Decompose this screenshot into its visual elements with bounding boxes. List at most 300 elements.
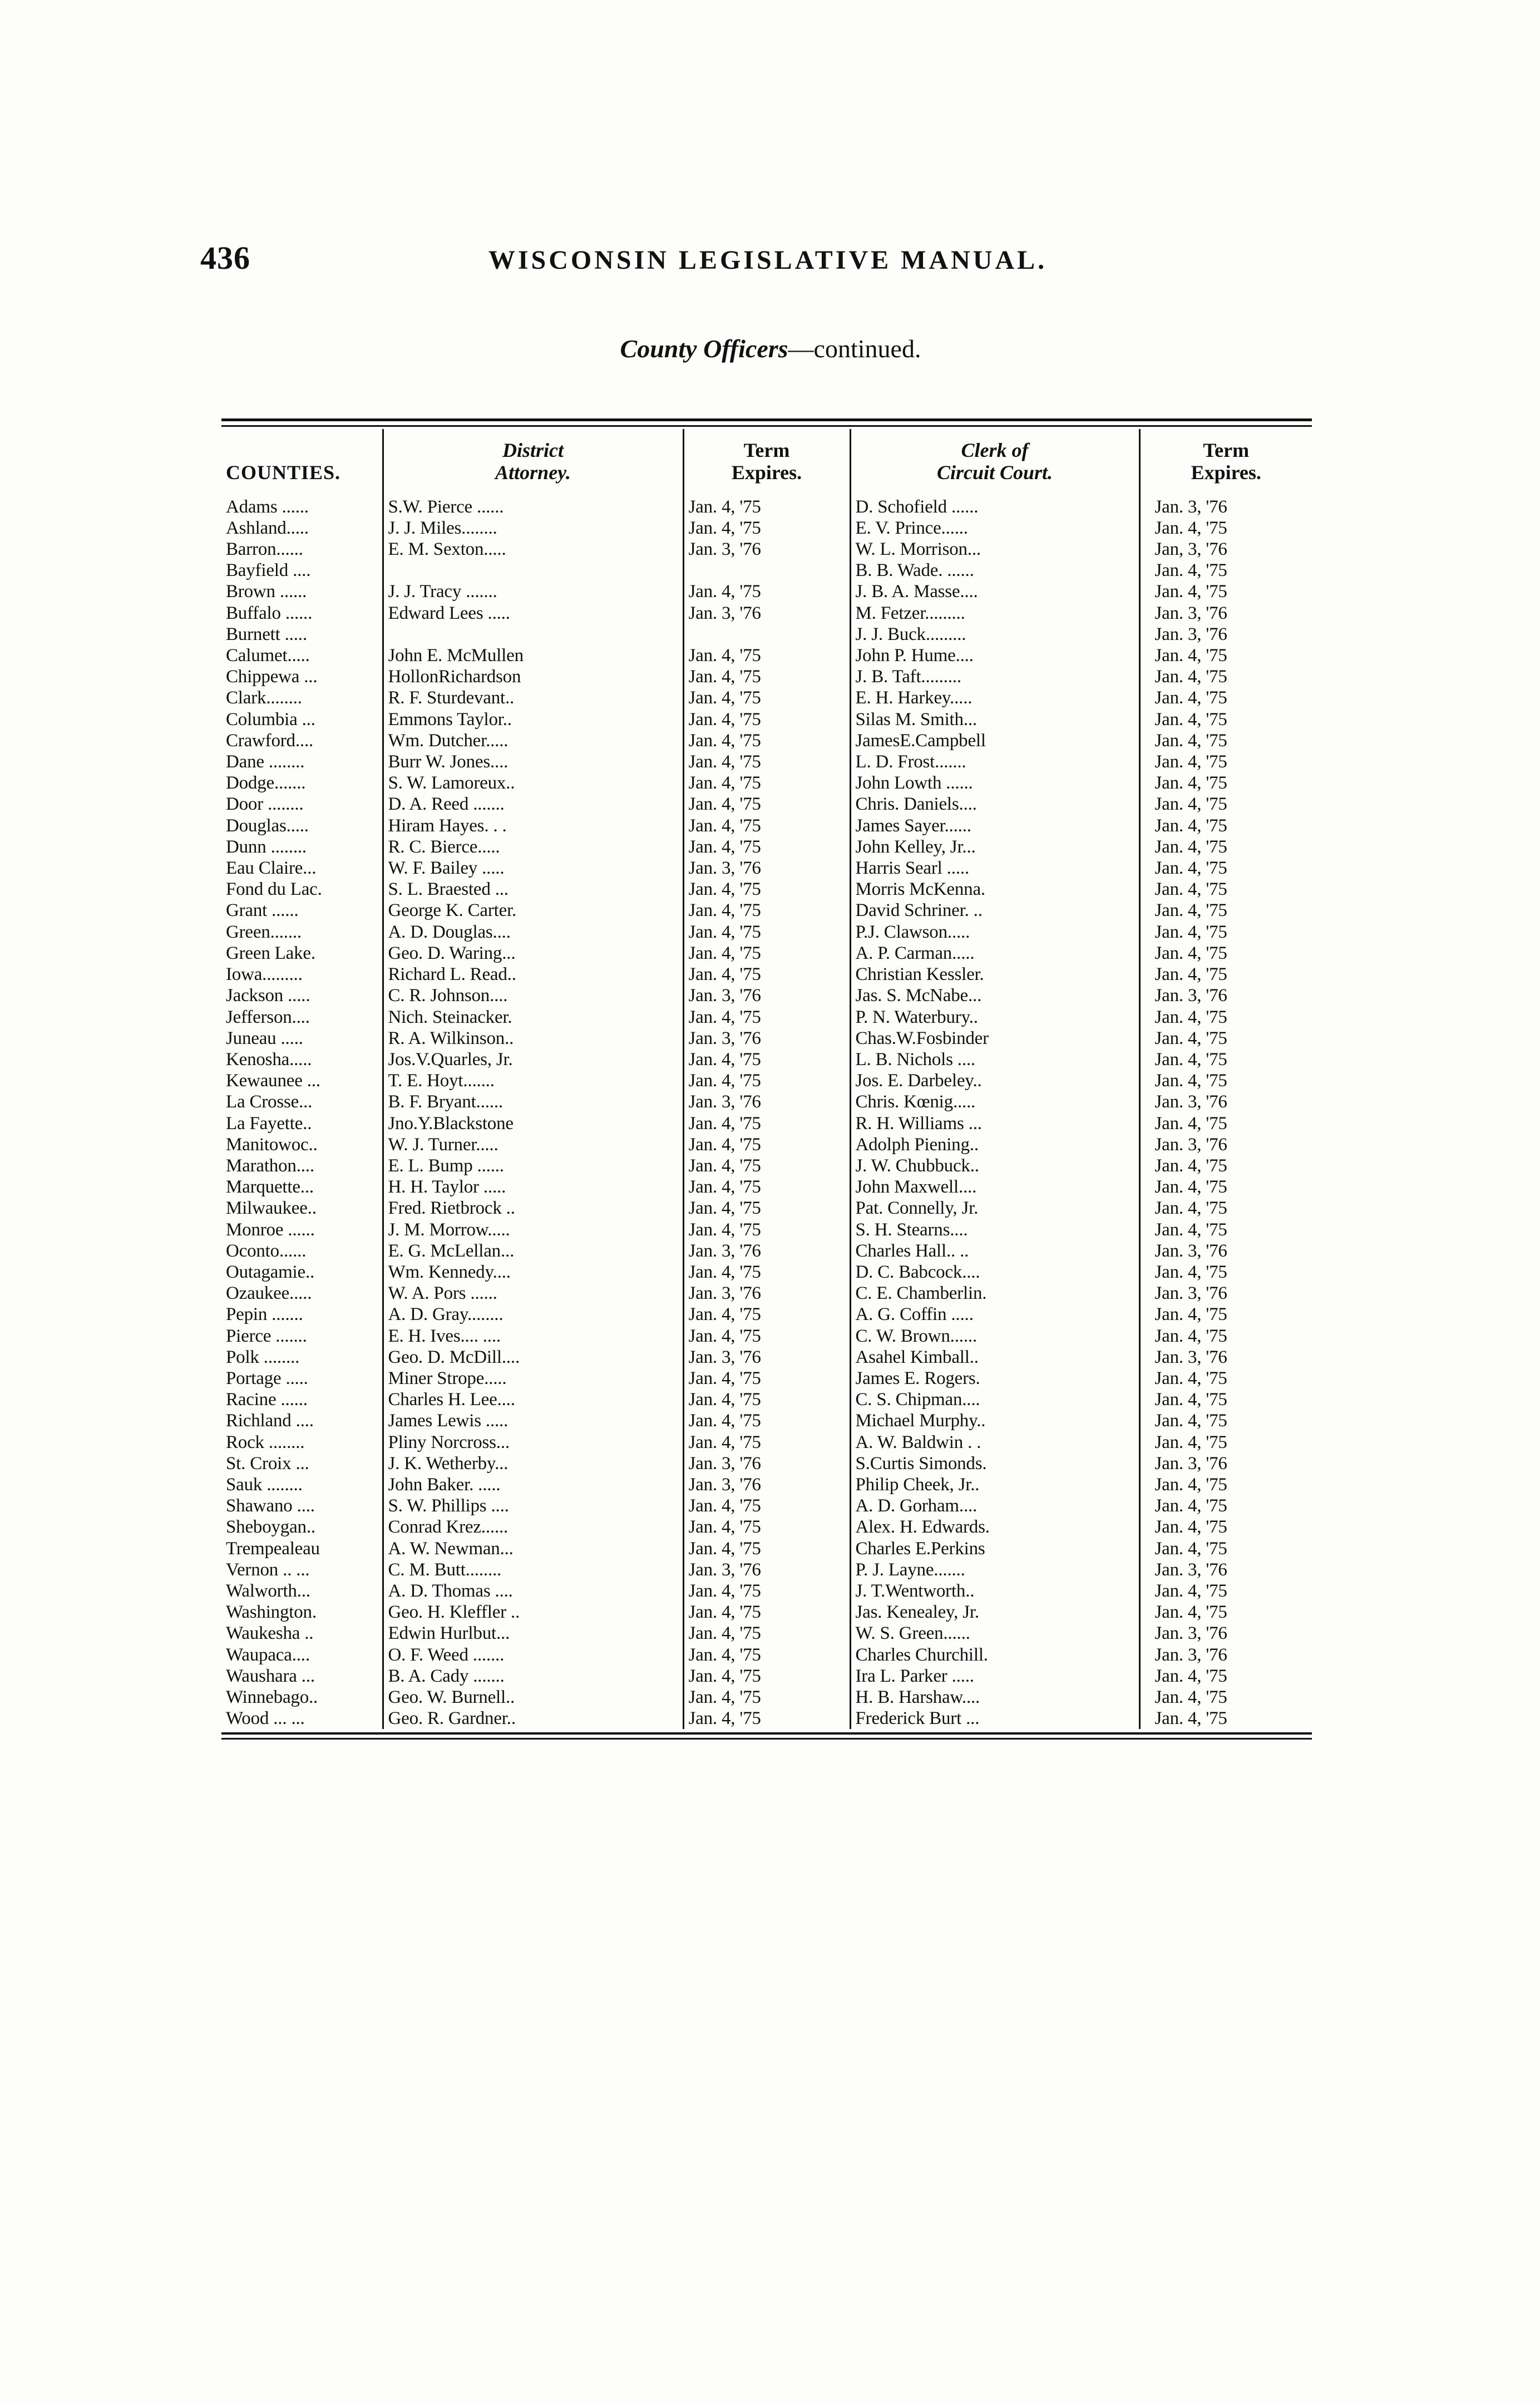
- table-row: [221, 1687, 1312, 1708]
- header-row: [221, 429, 1312, 496]
- cell-da-term-expires: Jan. 4, '75: [683, 815, 850, 836]
- cell-clerk-of-circuit-court: P. J. Layne.......: [850, 1559, 1139, 1580]
- cell-clerk-term-expires: Jan. 4, '75: [1154, 964, 1227, 985]
- table-bottom-rule: [221, 1732, 1312, 1740]
- cell-clerk-of-circuit-court: Pat. Connelly, Jr.: [850, 1198, 1139, 1219]
- cell-county: Wood ... ...: [221, 1708, 383, 1729]
- cell-clerk-term-expires: Jan. 3, '76: [1154, 1134, 1227, 1155]
- cell-clerk-term-expires: Jan. 4, '75: [1154, 1028, 1227, 1048]
- cell-da-term-expires: Jan. 3, '76: [683, 1474, 850, 1495]
- cell-clerk-of-circuit-court: W. L. Morrison...: [850, 539, 1139, 560]
- cell-clerk-of-circuit-court: D. Schofield ......: [850, 496, 1139, 518]
- cell-clerk-term-expires: Jan. 4, '75: [1154, 1177, 1227, 1198]
- cell-clerk-term-expires: Jan. 4, '75: [1154, 836, 1227, 857]
- cell-da-term-expires: Jan. 4, '75: [683, 943, 850, 964]
- cell-clerk-term-expires: Jan. 3, '76: [1154, 603, 1227, 623]
- cell-county: Trempealeau: [221, 1538, 383, 1559]
- cell-district-attorney: A. W. Newman...: [383, 1538, 683, 1559]
- cell-district-attorney: R. F. Sturdevant..: [383, 687, 683, 708]
- cell-county: Calumet.....: [221, 645, 383, 666]
- cell-clerk-term-expires: Jan. 4, '75: [1154, 900, 1227, 921]
- cell-clerk-term-expires: Jan. 4, '75: [1154, 1687, 1227, 1707]
- table-row: [221, 645, 1312, 666]
- cell-county: Jackson .....: [221, 985, 383, 1006]
- table-row: [221, 1028, 1312, 1049]
- cell-clerk-term-expires: Jan. 4, '75: [1154, 667, 1227, 687]
- cell-clerk-term-expires: Jan. 4, '75: [1154, 1517, 1227, 1538]
- cell-clerk-of-circuit-court: B. B. Wade. ......: [850, 560, 1139, 581]
- cell-clerk-term-expires: Jan. 4, '75: [1154, 1326, 1227, 1346]
- cell-da-term-expires: Jan. 4, '75: [683, 1495, 850, 1516]
- cell-county: Green.......: [221, 922, 383, 943]
- table-row: [221, 1410, 1312, 1431]
- cell-county: Dunn ........: [221, 836, 383, 858]
- cell-district-attorney: A. D. Douglas....: [383, 922, 683, 943]
- table-body: [221, 496, 1312, 1730]
- cell-district-attorney: J. M. Morrow.....: [383, 1219, 683, 1240]
- cell-clerk-of-circuit-court: E. H. Harkey.....: [850, 687, 1139, 708]
- cell-county: Kewaunee ...: [221, 1070, 383, 1091]
- cell-clerk-term-expires: Jan. 4, '75: [1154, 1113, 1227, 1134]
- table-row: [221, 1368, 1312, 1389]
- cell-clerk-of-circuit-court: Chris. Daniels....: [850, 794, 1139, 815]
- cell-district-attorney: Conrad Krez......: [383, 1516, 683, 1538]
- cell-district-attorney: Nich. Steinacker.: [383, 1007, 683, 1028]
- cell-county: Portage .....: [221, 1368, 383, 1389]
- table-row: [221, 1283, 1312, 1304]
- cell-county: Shawano ....: [221, 1495, 383, 1516]
- table-row: [221, 815, 1312, 836]
- cell-district-attorney: Wm. Kennedy....: [383, 1262, 683, 1283]
- term-expires-da-line-1: Term: [743, 439, 790, 461]
- cell-clerk-term-expires: Jan. 4, '75: [1154, 582, 1227, 602]
- cell-county: Sauk ........: [221, 1474, 383, 1495]
- term-expires-da-line-2: Expires.: [731, 461, 802, 484]
- table-top-rule: [221, 418, 1312, 427]
- cell-district-attorney: C. M. Butt........: [383, 1559, 683, 1580]
- cell-clerk-of-circuit-court: C. W. Brown......: [850, 1326, 1139, 1347]
- cell-da-term-expires: Jan. 3, '76: [683, 1453, 850, 1474]
- cell-county: Rock ........: [221, 1432, 383, 1453]
- cell-district-attorney: B. A. Cady .......: [383, 1666, 683, 1687]
- cell-county: Grant ......: [221, 900, 383, 921]
- cell-clerk-term-expires: Jan. 3, '76: [1154, 986, 1227, 1006]
- cell-da-term-expires: Jan. 3, '76: [683, 858, 850, 879]
- cell-county: St. Croix ...: [221, 1453, 383, 1474]
- cell-district-attorney: Geo. W. Burnell..: [383, 1687, 683, 1708]
- cell-county: Monroe ......: [221, 1219, 383, 1240]
- cell-county: Jefferson....: [221, 1007, 383, 1028]
- cell-clerk-of-circuit-court: Michael Murphy..: [850, 1410, 1139, 1431]
- cell-district-attorney: James Lewis .....: [383, 1410, 683, 1431]
- cell-county: Outagamie..: [221, 1262, 383, 1283]
- cell-da-term-expires: Jan. 4, '75: [683, 964, 850, 985]
- cell-clerk-of-circuit-court: M. Fetzer.........: [850, 603, 1139, 624]
- cell-district-attorney: E. M. Sexton.....: [383, 539, 683, 560]
- table-row: [221, 900, 1312, 921]
- cell-clerk-of-circuit-court: R. H. Williams ...: [850, 1113, 1139, 1134]
- cell-clerk-of-circuit-court: A. D. Gorham....: [850, 1495, 1139, 1516]
- clerk-line-2: Circuit Court.: [936, 461, 1053, 484]
- table-row: [221, 560, 1312, 581]
- cell-clerk-term-expires: Jan. 3, '76: [1154, 1623, 1227, 1644]
- cell-da-term-expires: Jan. 4, '75: [683, 1644, 850, 1666]
- cell-clerk-of-circuit-court: John Maxwell....: [850, 1176, 1139, 1198]
- cell-district-attorney: George K. Carter.: [383, 900, 683, 921]
- cell-district-attorney: T. E. Hoyt.......: [383, 1070, 683, 1091]
- cell-county: Chippewa ...: [221, 666, 383, 687]
- cell-da-term-expires: Jan. 4, '75: [683, 836, 850, 858]
- cell-da-term-expires: Jan. 4, '75: [683, 1432, 850, 1453]
- cell-county: Green Lake.: [221, 943, 383, 964]
- table-row: [221, 1495, 1312, 1516]
- cell-district-attorney: [383, 560, 683, 581]
- cell-district-attorney: S. W. Lamoreux..: [383, 772, 683, 794]
- cell-clerk-of-circuit-court: Harris Searl .....: [850, 858, 1139, 879]
- cell-clerk-term-expires: Jan. 3, '76: [1154, 1347, 1227, 1367]
- table-row: [221, 836, 1312, 858]
- cell-clerk-of-circuit-court: P. N. Waterbury..: [850, 1007, 1139, 1028]
- cell-clerk-of-circuit-court: JamesE.Campbell: [850, 730, 1139, 751]
- cell-clerk-of-circuit-court: James E. Rogers.: [850, 1368, 1139, 1389]
- table-row: [221, 709, 1312, 730]
- cell-clerk-of-circuit-court: Ira L. Parker .....: [850, 1666, 1139, 1687]
- cell-clerk-term-expires: Jan. 3, '76: [1154, 1453, 1227, 1474]
- table-row: [221, 1432, 1312, 1453]
- cell-county: Winnebago..: [221, 1687, 383, 1708]
- cell-da-term-expires: Jan. 4, '75: [683, 709, 850, 730]
- cell-da-term-expires: Jan. 4, '75: [683, 794, 850, 815]
- table-row: [221, 1474, 1312, 1495]
- cell-county: Clark........: [221, 687, 383, 708]
- cell-da-term-expires: Jan. 3, '76: [683, 539, 850, 560]
- cell-da-term-expires: [683, 560, 850, 581]
- cell-clerk-of-circuit-court: Christian Kessler.: [850, 964, 1139, 985]
- cell-clerk-of-circuit-court: S.Curtis Simonds.: [850, 1453, 1139, 1474]
- cell-da-term-expires: Jan. 3, '76: [683, 1559, 850, 1580]
- county-officers-table: [221, 429, 1312, 1729]
- district-attorney-line-1: District: [502, 439, 564, 461]
- cell-clerk-term-expires: Jan. 4, '75: [1154, 1602, 1227, 1623]
- cell-da-term-expires: Jan. 4, '75: [683, 900, 850, 921]
- table-row: [221, 1304, 1312, 1325]
- cell-county: Dane ........: [221, 751, 383, 772]
- table-row: [221, 666, 1312, 687]
- cell-da-term-expires: Jan. 4, '75: [683, 1623, 850, 1644]
- cell-da-term-expires: Jan. 3, '76: [683, 1240, 850, 1262]
- table-caption: [200, 334, 1341, 363]
- table-row: [221, 1155, 1312, 1176]
- cell-clerk-term-expires: Jan. 4, '75: [1154, 688, 1227, 708]
- cell-district-attorney: Geo. R. Gardner..: [383, 1708, 683, 1729]
- cell-county: Marquette...: [221, 1176, 383, 1198]
- cell-da-term-expires: Jan. 4, '75: [683, 1410, 850, 1431]
- cell-district-attorney: Geo. H. Kleffler ..: [383, 1602, 683, 1623]
- cell-county: Eau Claire...: [221, 858, 383, 879]
- cell-da-term-expires: Jan. 4, '75: [683, 666, 850, 687]
- cell-district-attorney: HollonRichardson: [383, 666, 683, 687]
- cell-da-term-expires: Jan. 4, '75: [683, 1666, 850, 1687]
- cell-county: Burnett .....: [221, 624, 383, 645]
- cell-clerk-of-circuit-court: Jas. Kenealey, Jr.: [850, 1602, 1139, 1623]
- cell-clerk-term-expires: Jan. 3, '76: [1154, 1559, 1227, 1580]
- table-row: [221, 581, 1312, 602]
- cell-clerk-of-circuit-court: E. V. Prince......: [850, 518, 1139, 539]
- cell-district-attorney: J. J. Miles........: [383, 518, 683, 539]
- cell-clerk-term-expires: Jan. 3, '76: [1154, 1092, 1227, 1112]
- table-row: [221, 879, 1312, 900]
- cell-clerk-of-circuit-court: A. W. Baldwin . .: [850, 1432, 1139, 1453]
- cell-clerk-of-circuit-court: Chas.W.Fosbinder: [850, 1028, 1139, 1049]
- cell-da-term-expires: Jan. 4, '75: [683, 879, 850, 900]
- table-row: [221, 751, 1312, 772]
- cell-clerk-term-expires: Jan. 4, '75: [1154, 879, 1227, 900]
- cell-clerk-of-circuit-court: Chris. Kœnig.....: [850, 1091, 1139, 1112]
- table-row: [221, 1049, 1312, 1070]
- cell-clerk-of-circuit-court: J. W. Chubbuck..: [850, 1155, 1139, 1176]
- table-row: [221, 1559, 1312, 1580]
- table-row: [221, 1262, 1312, 1283]
- cell-district-attorney: R. C. Bierce.....: [383, 836, 683, 858]
- table-row: [221, 518, 1312, 539]
- cell-county: Bayfield ....: [221, 560, 383, 581]
- cell-county: Fond du Lac.: [221, 879, 383, 900]
- cell-county: La Crosse...: [221, 1091, 383, 1112]
- term-expires-clerk-line-2: Expires.: [1191, 461, 1261, 484]
- running-head: [200, 239, 1341, 278]
- cell-county: Pepin .......: [221, 1304, 383, 1325]
- cell-da-term-expires: Jan. 4, '75: [683, 1007, 850, 1028]
- cell-da-term-expires: Jan. 4, '75: [683, 1326, 850, 1347]
- cell-district-attorney: E. L. Bump ......: [383, 1155, 683, 1176]
- cell-da-term-expires: Jan. 4, '75: [683, 1198, 850, 1219]
- cell-district-attorney: Fred. Rietbrock ..: [383, 1198, 683, 1219]
- cell-clerk-term-expires: Jan. 4, '75: [1154, 1666, 1227, 1686]
- cell-clerk-of-circuit-court: A. P. Carman.....: [850, 943, 1139, 964]
- cell-county: Sheboygan..: [221, 1516, 383, 1538]
- table-row: [221, 1326, 1312, 1347]
- cell-da-term-expires: Jan. 4, '75: [683, 1708, 850, 1729]
- cell-clerk-of-circuit-court: Jas. S. McNabe...: [850, 985, 1139, 1006]
- cell-county: Marathon....: [221, 1155, 383, 1176]
- table-row: [221, 794, 1312, 815]
- cell-clerk-term-expires: Jan. 4, '75: [1154, 1198, 1227, 1219]
- cell-clerk-of-circuit-court: L. B. Nichols ....: [850, 1049, 1139, 1070]
- cell-district-attorney: S.W. Pierce ......: [383, 496, 683, 518]
- cell-county: Vernon .. ...: [221, 1559, 383, 1580]
- table-row: [221, 539, 1312, 560]
- cell-da-term-expires: Jan. 4, '75: [683, 1176, 850, 1198]
- cell-da-term-expires: Jan. 4, '75: [683, 496, 850, 518]
- table-row: [221, 1580, 1312, 1602]
- cell-da-term-expires: Jan. 4, '75: [683, 1538, 850, 1559]
- cell-county: Barron......: [221, 539, 383, 560]
- table-row: [221, 1091, 1312, 1112]
- cell-district-attorney: D. A. Reed .......: [383, 794, 683, 815]
- cell-da-term-expires: Jan. 4, '75: [683, 751, 850, 772]
- table-row: [221, 1070, 1312, 1091]
- table-row: [221, 1007, 1312, 1028]
- table-row: [221, 496, 1312, 518]
- column-header-clerk-of-circuit-court: [850, 429, 1139, 496]
- cell-da-term-expires: Jan. 3, '76: [683, 1347, 850, 1368]
- cell-county: Polk ........: [221, 1347, 383, 1368]
- cell-da-term-expires: Jan. 3, '76: [683, 1028, 850, 1049]
- cell-clerk-term-expires: Jan. 4, '75: [1154, 922, 1227, 942]
- cell-clerk-of-circuit-court: Adolph Piening..: [850, 1134, 1139, 1155]
- cell-clerk-of-circuit-court: A. G. Coffin .....: [850, 1304, 1139, 1325]
- cell-county: Door ........: [221, 794, 383, 815]
- cell-clerk-of-circuit-court: L. D. Frost.......: [850, 751, 1139, 772]
- cell-clerk-term-expires: Jan. 4, '75: [1154, 1155, 1227, 1176]
- cell-da-term-expires: Jan. 4, '75: [683, 1155, 850, 1176]
- cell-county: Dodge.......: [221, 772, 383, 794]
- cell-county: Brown ......: [221, 581, 383, 602]
- cell-county: Kenosha.....: [221, 1049, 383, 1070]
- cell-district-attorney: John Baker. .....: [383, 1474, 683, 1495]
- cell-da-term-expires: Jan. 4, '75: [683, 730, 850, 751]
- cell-da-term-expires: Jan. 4, '75: [683, 1262, 850, 1283]
- cell-clerk-of-circuit-court: Silas M. Smith...: [850, 709, 1139, 730]
- page-number: 436: [200, 240, 250, 276]
- cell-clerk-of-circuit-court: J. B. A. Masse....: [850, 581, 1139, 602]
- cell-clerk-of-circuit-court: Charles E.Perkins: [850, 1538, 1139, 1559]
- cell-county: Waukesha ..: [221, 1623, 383, 1644]
- caption-italic-part: County Officers: [620, 334, 788, 363]
- cell-district-attorney: Burr W. Jones....: [383, 751, 683, 772]
- cell-county: Juneau .....: [221, 1028, 383, 1049]
- cell-clerk-of-circuit-court: David Schriner. ..: [850, 900, 1139, 921]
- cell-district-attorney: Pliny Norcross...: [383, 1432, 683, 1453]
- cell-da-term-expires: Jan. 4, '75: [683, 1304, 850, 1325]
- cell-da-term-expires: Jan. 4, '75: [683, 1580, 850, 1602]
- column-header-district-attorney: [383, 429, 683, 496]
- cell-district-attorney: Jno.Y.Blackstone: [383, 1113, 683, 1134]
- caption-roman-part: —continued.: [788, 334, 921, 363]
- cell-county: Ashland.....: [221, 518, 383, 539]
- cell-county: Pierce .......: [221, 1326, 383, 1347]
- cell-clerk-term-expires: Jan. 4, '75: [1154, 752, 1227, 772]
- cell-county: Manitowoc..: [221, 1134, 383, 1155]
- table-row: [221, 943, 1312, 964]
- table-row: [221, 1219, 1312, 1240]
- cell-district-attorney: Wm. Dutcher.....: [383, 730, 683, 751]
- cell-clerk-term-expires: Jan. 4, '75: [1154, 1390, 1227, 1410]
- cell-clerk-of-circuit-court: J. J. Buck.........: [850, 624, 1139, 645]
- cell-da-term-expires: Jan. 4, '75: [683, 518, 850, 539]
- cell-county: Columbia ...: [221, 709, 383, 730]
- cell-district-attorney: Geo. D. McDill....: [383, 1347, 683, 1368]
- clerk-line-1: Clerk of: [961, 439, 1029, 461]
- cell-district-attorney: O. F. Weed .......: [383, 1644, 683, 1666]
- cell-clerk-term-expires: Jan. 4, '75: [1154, 1580, 1227, 1601]
- cell-clerk-term-expires: Jan. 4, '75: [1154, 646, 1227, 666]
- cell-clerk-term-expires: Jan. 4, '75: [1154, 1474, 1227, 1495]
- cell-district-attorney: S. L. Braested ...: [383, 879, 683, 900]
- cell-da-term-expires: Jan. 3, '76: [683, 985, 850, 1006]
- cell-county: Waushara ...: [221, 1666, 383, 1687]
- cell-clerk-term-expires: Jan. 4, '75: [1154, 1219, 1227, 1240]
- cell-da-term-expires: Jan. 4, '75: [683, 1219, 850, 1240]
- cell-da-term-expires: Jan. 4, '75: [683, 1070, 850, 1091]
- district-attorney-line-2: Attorney.: [495, 461, 571, 484]
- cell-clerk-term-expires: Jan. 4, '75: [1154, 1007, 1227, 1027]
- cell-county: Ozaukee.....: [221, 1283, 383, 1304]
- cell-clerk-of-circuit-court: C. E. Chamberlin.: [850, 1283, 1139, 1304]
- cell-clerk-term-expires: Jan. 4, '75: [1154, 773, 1227, 794]
- cell-clerk-term-expires: Jan, 3, '76: [1154, 539, 1227, 560]
- table-row: [221, 1198, 1312, 1219]
- cell-district-attorney: J. K. Wetherby...: [383, 1453, 683, 1474]
- cell-da-term-expires: Jan. 4, '75: [683, 581, 850, 602]
- cell-clerk-term-expires: Jan. 3, '76: [1154, 1644, 1227, 1665]
- cell-district-attorney: [383, 624, 683, 645]
- cell-clerk-term-expires: Jan. 4, '75: [1154, 1411, 1227, 1431]
- table-row: [221, 1602, 1312, 1623]
- cell-clerk-term-expires: Jan. 4, '75: [1154, 1432, 1227, 1452]
- cell-clerk-term-expires: Jan. 4, '75: [1154, 815, 1227, 836]
- table-row: [221, 1453, 1312, 1474]
- table-row: [221, 922, 1312, 943]
- cell-clerk-term-expires: Jan. 4, '75: [1154, 1071, 1227, 1091]
- cell-clerk-term-expires: Jan. 4, '75: [1154, 943, 1227, 963]
- cell-county: Iowa.........: [221, 964, 383, 985]
- cell-district-attorney: W. F. Bailey .....: [383, 858, 683, 879]
- cell-district-attorney: Edwin Hurlbut...: [383, 1623, 683, 1644]
- cell-county: La Fayette..: [221, 1113, 383, 1134]
- cell-clerk-term-expires: Jan. 4, '75: [1154, 1368, 1227, 1388]
- table-row: [221, 603, 1312, 624]
- cell-da-term-expires: Jan. 4, '75: [683, 1602, 850, 1623]
- term-expires-clerk-line-1: Term: [1203, 439, 1250, 461]
- cell-clerk-of-circuit-court: H. B. Harshaw....: [850, 1687, 1139, 1708]
- table-row: [221, 1113, 1312, 1134]
- cell-da-term-expires: Jan. 4, '75: [683, 1516, 850, 1538]
- cell-district-attorney: A. D. Thomas ....: [383, 1580, 683, 1602]
- cell-county: Racine ......: [221, 1389, 383, 1410]
- cell-clerk-of-circuit-court: Charles Hall.. ..: [850, 1240, 1139, 1262]
- table-row: [221, 1347, 1312, 1368]
- cell-clerk-of-circuit-court: Philip Cheek, Jr..: [850, 1474, 1139, 1495]
- cell-da-term-expires: Jan. 4, '75: [683, 1389, 850, 1410]
- cell-clerk-of-circuit-court: P.J. Clawson.....: [850, 922, 1139, 943]
- cell-district-attorney: C. R. Johnson....: [383, 985, 683, 1006]
- cell-county: Washington.: [221, 1602, 383, 1623]
- cell-district-attorney: A. D. Gray........: [383, 1304, 683, 1325]
- cell-da-term-expires: Jan. 4, '75: [683, 1113, 850, 1134]
- cell-clerk-term-expires: Jan. 4, '75: [1154, 1538, 1227, 1559]
- cell-district-attorney: S. W. Phillips ....: [383, 1495, 683, 1516]
- cell-county: Milwaukee..: [221, 1198, 383, 1219]
- table-row: [221, 858, 1312, 879]
- cell-clerk-of-circuit-court: John Kelley, Jr...: [850, 836, 1139, 858]
- cell-clerk-term-expires: Jan. 4, '75: [1154, 1496, 1227, 1516]
- cell-da-term-expires: Jan. 3, '76: [683, 1091, 850, 1112]
- cell-clerk-term-expires: Jan. 4, '75: [1154, 560, 1227, 581]
- table-row: [221, 1708, 1312, 1729]
- table-row: [221, 1666, 1312, 1687]
- cell-district-attorney: Jos.V.Quarles, Jr.: [383, 1049, 683, 1070]
- table-row: [221, 1644, 1312, 1666]
- cell-da-term-expires: Jan. 4, '75: [683, 1687, 850, 1708]
- cell-da-term-expires: [683, 624, 850, 645]
- table-row: [221, 624, 1312, 645]
- cell-da-term-expires: Jan. 3, '76: [683, 1283, 850, 1304]
- cell-clerk-of-circuit-court: J. T.Wentworth..: [850, 1580, 1139, 1602]
- cell-county: Douglas.....: [221, 815, 383, 836]
- cell-district-attorney: R. A. Wilkinson..: [383, 1028, 683, 1049]
- cell-da-term-expires: Jan. 4, '75: [683, 772, 850, 794]
